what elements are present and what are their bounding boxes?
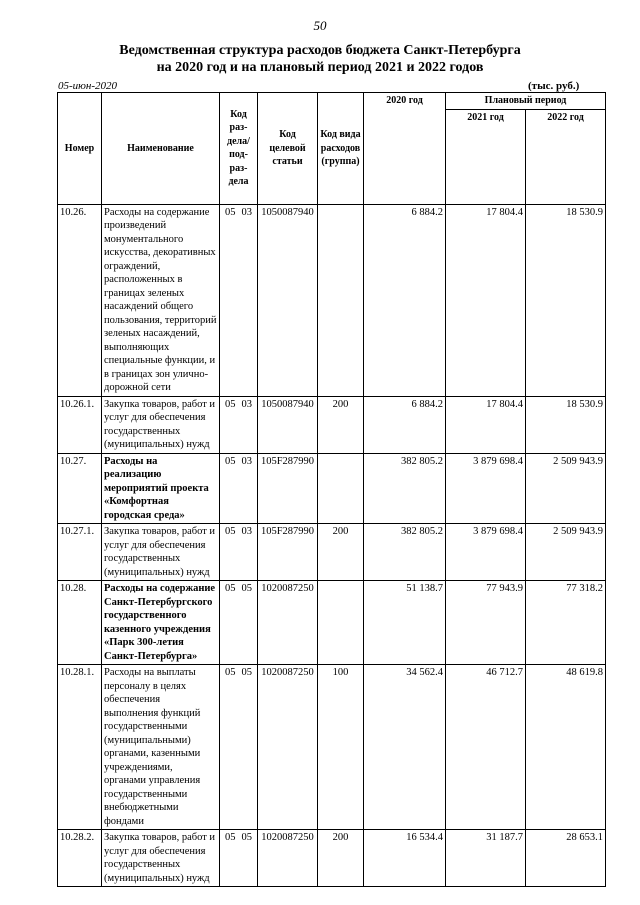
row-name: Расходы на содержание Санкт-Петербургского государственного казенного учреждения «Парк 300-летия Санкт-Петербурга» [102,581,220,665]
row-name: Расходы на содержание произведений монументального искусства, декоративных ограждений, расположенных в границах зеленых насаждений общего пользования, территорий зеленых насаждений, выполняющих специальные функции, и в границах зон улично-дорожной сети [102,204,220,396]
row-2021: 3 879 698.4 [446,453,526,524]
row-2022: 77 318.2 [526,581,606,665]
units-label: (тыс. руб.) [528,80,580,92]
row-2022: 2 509 943.9 [526,453,606,524]
row-2022: 18 530.9 [526,204,606,396]
row-name: Закупка товаров, работ и услуг для обеспечения государственных (муниципальных) нужд [102,830,220,887]
row-2020: 6 884.2 [364,204,446,396]
header-kind: Код вида расходов (группа) [318,93,364,205]
row-name: Закупка товаров, работ и услуг для обеспечения государственных (муниципальных) нужд [102,396,220,453]
row-name: Закупка товаров, работ и услуг для обеспечения государственных (муниципальных) нужд [102,524,220,581]
row-section: 05 [225,667,236,678]
row-subsection: 05 [241,832,252,843]
budget-table [57,92,606,887]
row-2020: 382 805.2 [364,524,446,581]
title-line-1: Ведомственная структура расходов бюджета Санкт-Петербурга [119,43,521,58]
row-target-code: 105F287990 [258,453,318,524]
row-subsection: 05 [241,667,252,678]
row-target-code: 1050087940 [258,396,318,453]
row-section-code [220,830,258,887]
row-2020: 51 138.7 [364,581,446,665]
row-2022: 28 653.1 [526,830,606,887]
page-number: 50 [313,18,327,33]
row-2020: 16 534.4 [364,830,446,887]
header-name: Наименование [102,93,220,205]
row-name: Расходы на выплаты персоналу в целях обеспечения выполнения функций государственными (муниципальными) органами, казенными учреждениями, органами управления государственными внебюджетными фондами [102,665,220,830]
row-kind-code: 100 [318,665,364,830]
table-row [58,396,606,453]
row-number: 10.28.1. [58,665,102,830]
header-2020: 2020 год [364,93,446,205]
table-row [58,524,606,581]
header-number: Номер [58,93,102,205]
row-section-code [220,453,258,524]
row-section-code [220,396,258,453]
row-2021: 31 187.7 [446,830,526,887]
row-subsection: 03 [241,455,252,467]
row-kind-code: 200 [318,524,364,581]
row-number: 10.26. [58,204,102,396]
row-target-code: 1050087940 [258,204,318,396]
table-row [58,581,606,665]
row-subsection: 03 [241,526,252,537]
row-2021: 17 804.4 [446,204,526,396]
row-section: 05 [225,526,236,537]
row-subsection: 05 [241,583,252,594]
row-2022: 18 530.9 [526,396,606,453]
row-number: 10.26.1. [58,396,102,453]
row-section: 05 [225,832,236,843]
row-section: 05 [225,583,236,594]
header-2021: 2021 год [446,109,526,204]
row-number: 10.27.1. [58,524,102,581]
row-2020: 34 562.4 [364,665,446,830]
row-target-code: 105F287990 [258,524,318,581]
row-name: Расходы на реализацию мероприятий проекта «Комфортная городская среда» [102,453,220,524]
row-2022: 48 619.8 [526,665,606,830]
row-section: 05 [225,455,236,467]
row-number: 10.28.2. [58,830,102,887]
table-row [58,830,606,887]
row-section-code [220,581,258,665]
header-section: Код раз-дела/ под-раз-дела [220,93,258,205]
row-section-code [220,524,258,581]
row-2021: 17 804.4 [446,396,526,453]
row-number: 10.27. [58,453,102,524]
row-section-code [220,204,258,396]
table-row [58,453,606,524]
table-row [58,204,606,396]
row-target-code: 1020087250 [258,830,318,887]
row-kind-code [318,204,364,396]
row-target-code: 1020087250 [258,665,318,830]
header-target: Код целевой статьи [258,93,318,205]
row-2021: 3 879 698.4 [446,524,526,581]
row-2021: 77 943.9 [446,581,526,665]
header-2022: 2022 год [526,109,606,204]
row-kind-code [318,581,364,665]
row-kind-code: 200 [318,396,364,453]
row-section-code [220,665,258,830]
row-kind-code [318,453,364,524]
row-2021: 46 712.7 [446,665,526,830]
row-2020: 6 884.2 [364,396,446,453]
row-2020: 382 805.2 [364,453,446,524]
document-title [0,42,640,76]
row-subsection: 03 [241,398,252,410]
title-line-2: на 2020 год и на плановый период 2021 и 2022 годов [156,60,484,75]
row-section: 05 [225,206,236,218]
table-row [58,665,606,830]
row-number: 10.28. [58,581,102,665]
document-date: 05-июн-2020 [58,80,118,92]
header-row [58,93,606,110]
row-kind-code: 200 [318,830,364,887]
table-body [58,204,606,887]
row-section: 05 [225,398,236,410]
row-2022: 2 509 943.9 [526,524,606,581]
row-subsection: 03 [241,206,252,218]
header-planned: Плановый период [446,93,606,110]
row-target-code: 1020087250 [258,581,318,665]
